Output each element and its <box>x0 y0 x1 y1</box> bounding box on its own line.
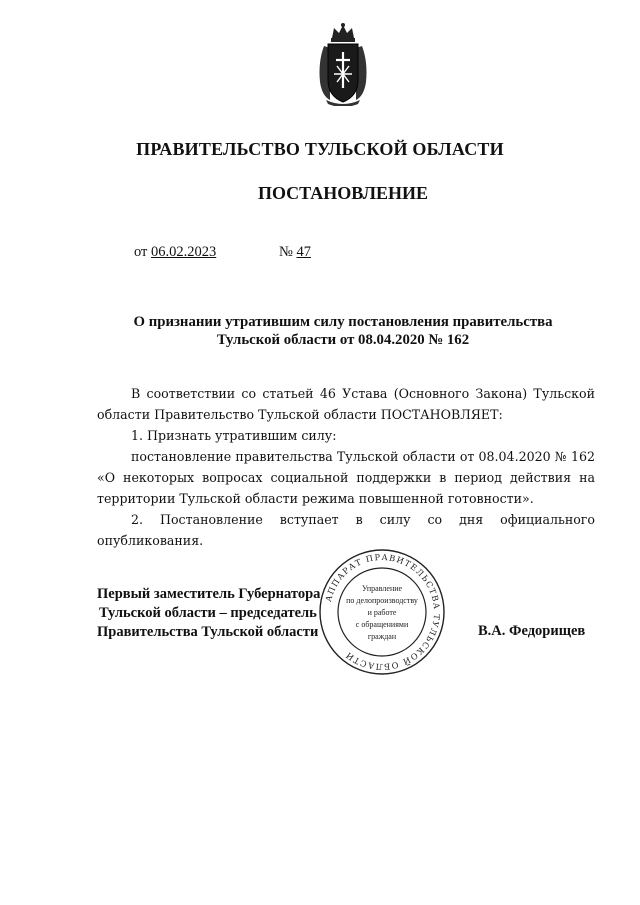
tula-coat-of-arms-icon <box>312 22 374 106</box>
body-paragraph-4: 2. Постановление вступает в силу со дня официального опубликования. <box>97 512 595 548</box>
document-body <box>97 383 595 551</box>
document-number <box>279 244 311 261</box>
seal-inner-line-5: граждан <box>367 632 397 641</box>
seal-inner-line-2: по делопроизводству <box>346 596 418 605</box>
seal-outer-text: АППАРАТ ПРАВИТЕЛЬСТВА ТУЛЬСКОЙ ОБЛАСТИ <box>323 551 443 673</box>
subject-line-2: Тульской области от 08.04.2020 № 162 <box>216 332 470 348</box>
body-paragraph-1: В соответствии со статьей 46 Устава (Основного Закона) Тульской области Правительство Тульской области ПОСТАНОВЛЯЕТ: <box>97 386 595 422</box>
government-title: ПРАВИТЕЛЬСТВО ТУЛЬСКОЙ ОБЛАСТИ <box>136 139 504 159</box>
body-paragraph-2: 1. Признать утратившим силу: <box>131 428 337 443</box>
official-seal-stamp <box>318 548 446 676</box>
signer-position-line-3: Правительства Тульской области <box>97 624 319 640</box>
document-type: ПОСТАНОВЛЕНИЕ <box>257 183 429 203</box>
number-value: 47 <box>296 244 311 260</box>
signer-position <box>97 585 342 642</box>
date-prefix: от <box>134 244 148 260</box>
signer-position-line-2: Тульской области – председатель <box>99 605 317 621</box>
body-paragraph-3: постановление правительства Тульской области от 08.04.2020 № 162 «О некоторых вопросах социальной поддержки в период действия на территории Тульской области режима повышенной готовности». <box>97 449 595 506</box>
seal-inner-line-4: с обращениями <box>355 620 409 629</box>
signer-name: В.А. Федорищев <box>478 623 586 639</box>
document-subject <box>100 313 586 349</box>
document-date <box>134 244 216 261</box>
signer-position-line-1: Первый заместитель Губернатора <box>97 586 321 602</box>
number-prefix: № <box>279 244 293 260</box>
seal-inner-line-3: и работе <box>367 608 397 617</box>
seal-inner-line-1: Управление <box>361 584 403 593</box>
subject-line-1: О признании утратившим силу постановления правительства <box>133 314 553 330</box>
date-value: 06.02.2023 <box>151 244 217 260</box>
